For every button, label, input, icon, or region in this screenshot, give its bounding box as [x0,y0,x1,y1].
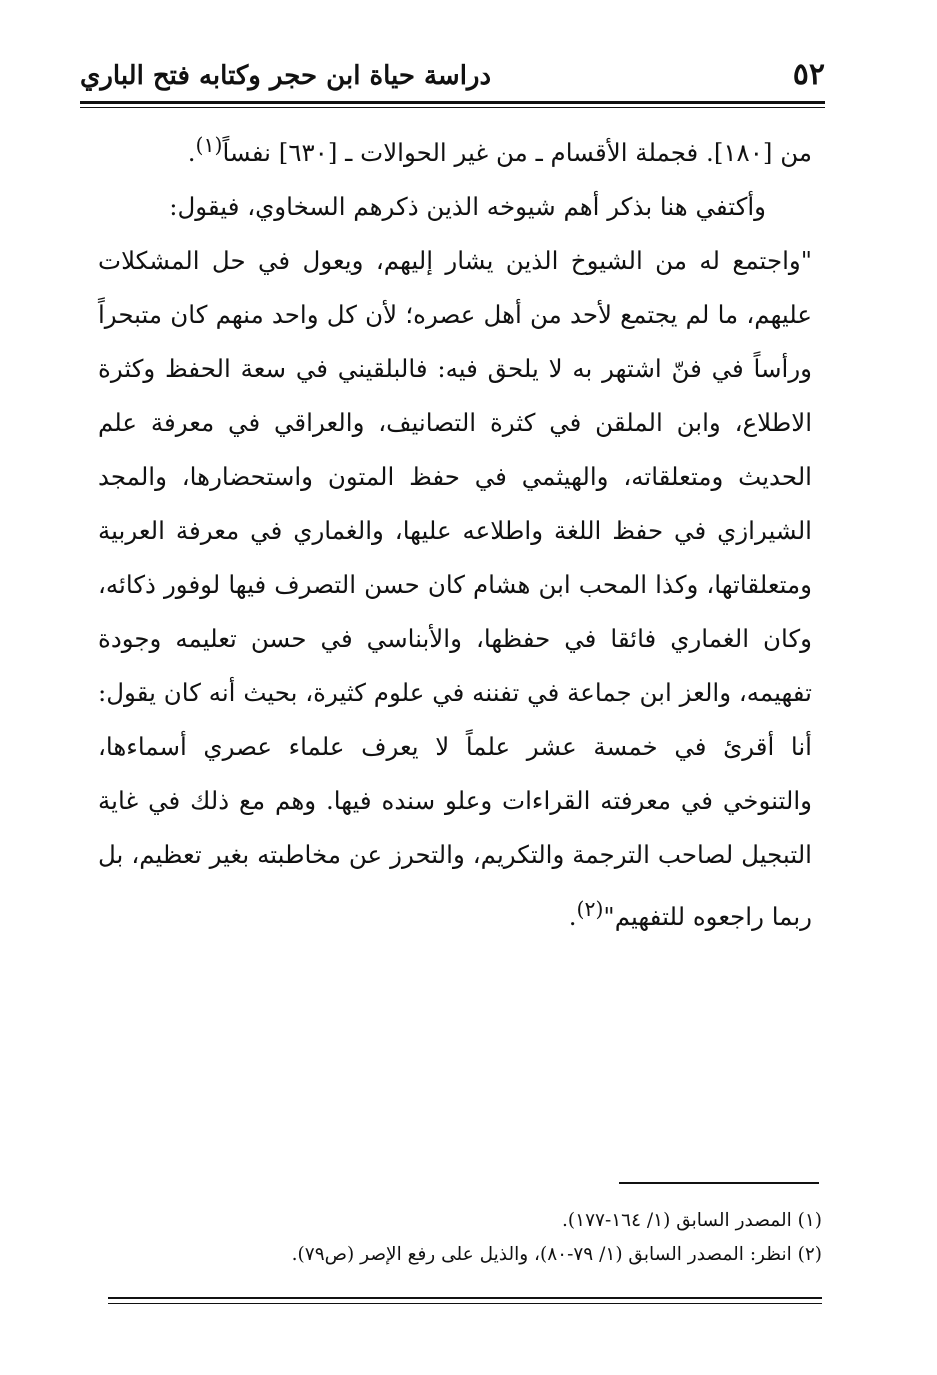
footnote-separator [619,1182,819,1184]
footnote-marker-2: (٢) [576,897,604,922]
footnote-marker-1: (١) [195,133,223,157]
footnote-2: (٢) انظر: المصدر السابق (١/ ٧٩-٨٠)، والذيل على رفع الإصر (ص٧٩). [291,1244,822,1265]
bottom-rule [108,1297,822,1299]
footnotes [100,1204,822,1272]
running-title: دراسة حياة ابن حجر وكتابه فتح الباري [80,61,492,91]
paragraph-continuation-end: . [187,138,196,168]
header-rule [80,101,825,104]
quote-end: . [568,902,577,932]
page-number: ٥٢ [792,57,825,92]
paragraph-intro: وأكتفي هنا بذكر أهم شيوخه الذين ذكرهم السخاوي، فيقول: [169,192,766,222]
footnote-1: (١) المصدر السابق (١/ ١٦٤-١٧٧). [562,1210,822,1231]
paragraph-quote [98,234,812,944]
page-header [80,55,825,99]
bottom-rule-thin [108,1303,822,1304]
paragraph-continuation [98,118,812,180]
body-text [98,118,812,944]
quote-text: "واجتمع له من الشيوخ الذين يشار إليهم، ويعول في حل المشكلات عليهم، ما لم يجتمع لأحد من أهل عصره؛ لأن كل واحد منهم كان متبحراً ورأساً في فنّ اشتهر به لا يلحق فيه: فالبلقيني في سعة الحفظ وكثرة الاطلاع، وابن الملقن في كثرة التصانيف، والعراقي في معرفة علم الحديث ومتعلقاته، والهيثمي في حفظ المتون واستحضارها، والمجد الشيرازي في حفظ اللغة واطلاعه عليها، والغماري في معرفة العربية ومتعلقاتها، وكذا المحب ابن هشام كان حسن التصرف فيها لوفور ذكائه، وكان الغماري فائقا في حفظها، والأبناسي في حسن تعليمه وجودة تفهيمه، والعز ابن جماعة في تفننه في علوم كثيرة، بحيث أنه كان يقول: أنا أقرئ في خمسة عشر علماً لا يعرف علماء عصري أسماءها، والتنوخي في معرفته القراءات وعلو سنده فيها. وهم مع ذلك في غاية التبجيل لصاحب الترجمة والتكريم، والتحرز عن مخاطبته بغير تعظيم، بل ربما راجعوه للتفهيم" [98,246,812,932]
paragraph-continuation-text: من [١٨٠]. فجملة الأقسام ـ من غير الحوالات ـ [٦٣٠] نفساً [222,138,812,168]
header-rule-thin [80,107,825,108]
